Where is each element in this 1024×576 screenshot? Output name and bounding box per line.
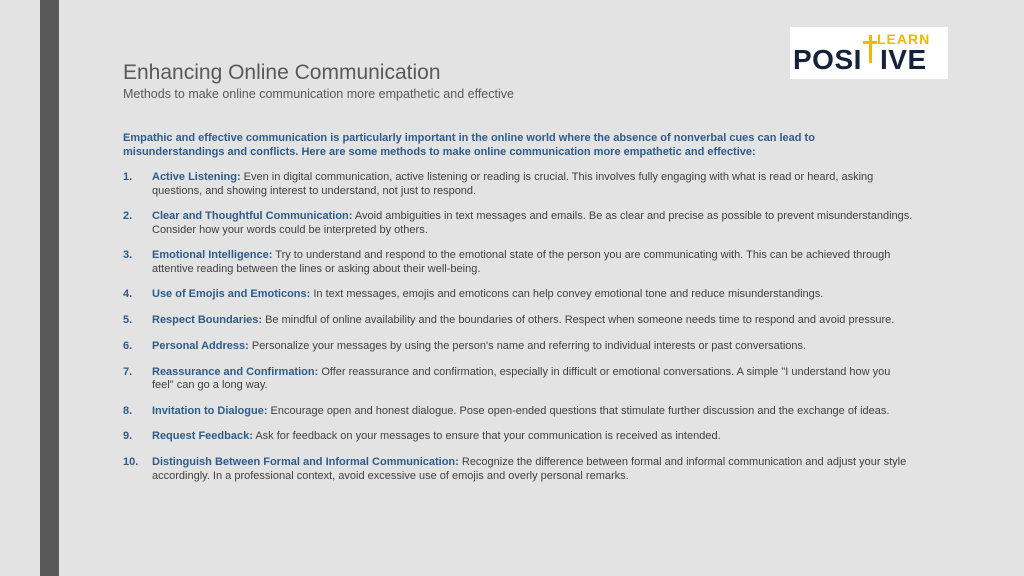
item-number: 9.	[123, 430, 133, 442]
list-item	[123, 249, 913, 276]
methods-list	[123, 171, 913, 483]
list-item	[123, 456, 913, 483]
item-number: 10.	[123, 456, 139, 468]
list-item	[123, 210, 913, 237]
item-term: Reassurance and Confirmation:	[152, 365, 319, 378]
list-item	[123, 430, 913, 444]
list-item	[123, 340, 913, 354]
logo-posi-text: POSI	[793, 44, 862, 75]
side-accent-bar	[40, 0, 59, 576]
item-term: Distinguish Between Formal and Informal Communication:	[152, 456, 459, 468]
item-number: 4.	[123, 288, 133, 300]
item-term: Respect Boundaries:	[152, 314, 263, 326]
learn-positive-logo	[790, 27, 948, 79]
list-item	[123, 314, 913, 328]
list-item	[123, 405, 913, 419]
item-term: Request Feedback:	[152, 430, 253, 442]
slide-subtitle: Methods to make online communication more empathetic and effective	[123, 87, 514, 101]
item-text: In text messages, emojis and emoticons can help convey emotional tone and reduce misunderstandings.	[310, 288, 824, 300]
list-item	[123, 171, 913, 198]
logo-learn-text: LEARN	[877, 31, 931, 47]
item-term: Invitation to Dialogue:	[152, 404, 268, 417]
item-text: Try to understand and respond to the emotional state of the person you are communicating with. This can be achieved through attentive reading between the lines or asking about their well-being.	[152, 249, 891, 275]
item-term: Use of Emojis and Emoticons:	[152, 288, 311, 300]
item-term: Personal Address:	[152, 339, 249, 352]
item-term: Clear and Thoughtful Communication:	[152, 210, 353, 222]
item-number: 3.	[123, 249, 133, 261]
item-term: Active Listening:	[152, 171, 241, 183]
item-text: Personalize your messages by using the person's name and referring to individual interests or past conversations.	[248, 339, 807, 352]
item-number: 2.	[123, 210, 133, 222]
item-text: Offer reassurance and confirmation, especially in difficult or emotional conversations. A simple "I understand how you feel" can go a long way.	[152, 365, 891, 391]
item-text: Even in digital communication, active listening or reading is crucial. This involves fully engaging with what is read or heard, asking questions, and showing interest to understand, not just to respond.	[152, 171, 874, 197]
item-text: Ask for feedback on your messages to ensure that your communication is received as intended.	[252, 430, 721, 442]
item-text: Be mindful of online availability and the boundaries of others. Respect when someone needs time to respond and avoid pressure.	[262, 314, 895, 326]
slide-title: Enhancing Online Communication	[123, 61, 441, 84]
plus-icon	[863, 35, 877, 63]
intro-paragraph: Empathic and effective communication is particularly important in the online world where the absence of nonverbal cues can lead to misunderstandings and conflicts. Here are some methods to make online communication more empathetic and effective:	[123, 132, 815, 158]
item-number: 8.	[123, 404, 133, 417]
logo-ive-text: IVE	[880, 44, 927, 75]
item-text: Encourage open and honest dialogue. Pose open-ended questions that stimulate further discussion and the exchange of ideas.	[267, 404, 890, 417]
list-item	[123, 288, 913, 302]
list-item	[123, 366, 913, 393]
item-number: 7.	[123, 365, 133, 378]
item-number: 6.	[123, 339, 133, 352]
item-term: Emotional Intelligence:	[152, 249, 273, 261]
item-number: 1.	[123, 171, 133, 183]
item-text: Recognize the difference between formal and informal communication and adjust your style accordingly. In a professional context, avoid excessive use of emojis and overly personal remarks.	[152, 456, 907, 482]
item-text: Avoid ambiguities in text messages and emails. Be as clear and precise as possible to prevent misunderstandings. Consider how your words could be interpreted by others.	[152, 210, 913, 236]
item-number: 5.	[123, 314, 133, 326]
